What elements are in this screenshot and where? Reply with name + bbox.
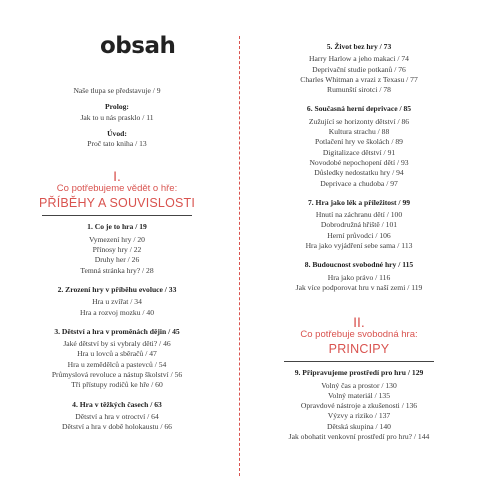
chapter-heading[interactable]: 9. Připravujeme prostředí pro hru / 129 [294, 368, 424, 378]
part-name: PŘÍBĚHY A SOUVISLOSTI [38, 196, 196, 211]
section-rule [284, 361, 434, 362]
chapter-heading[interactable]: 5. Život bez hry / 73 [326, 42, 392, 51]
uvod-heading: Úvod: [107, 128, 127, 138]
toc-entry[interactable]: Důsledky nedostatku hry / 94 [314, 168, 404, 178]
toc-entry[interactable]: Deprivace a chudoba / 97 [320, 178, 398, 188]
toc-entry[interactable]: Dobrodružná hřiště / 101 [320, 220, 398, 230]
toc-entry[interactable]: Naše tlupa se představuje / 9 [73, 86, 161, 95]
toc-entry[interactable]: Charles Whitman a vrazi z Texasu / 77 [300, 74, 418, 84]
toc-entry[interactable]: Jak obohatit venkovní prostředí pro hru? / 144 [288, 432, 430, 442]
page-title: obsah [100, 33, 176, 59]
toc-entry[interactable]: Kultura strachu / 88 [328, 127, 390, 137]
toc-entry[interactable]: Dětství a hra v době holokaustu / 66 [62, 422, 172, 432]
chapter-heading[interactable]: 7. Hra jako lék a příležitost / 99 [307, 197, 411, 207]
toc-entry[interactable]: Harry Harlow a jeho makaci / 74 [309, 54, 409, 64]
column-divider [239, 36, 241, 476]
chapter-heading[interactable]: 8. Budoucnost svobodné hry / 115 [304, 260, 414, 270]
toc-entry[interactable]: Potlačení hry ve školách / 89 [315, 137, 403, 147]
chapter-heading[interactable]: 1. Co je to hra / 19 [87, 222, 147, 232]
toc-entry[interactable]: Průmyslová revoluce a nástup školství / 56 [51, 370, 183, 380]
toc-entry[interactable]: Novodobé nepochopení dětí / 93 [309, 157, 409, 167]
toc-entry[interactable]: Herní průvodci / 106 [327, 230, 391, 240]
toc-entry[interactable]: Druhy her / 26 [94, 255, 140, 265]
chapter-heading[interactable]: 3. Dětství a hra v proměnách dějin / 45 [54, 326, 180, 336]
prolog-heading: Prolog: [105, 102, 129, 112]
part-subtitle: Co potřebuje svobodná hra: [300, 329, 418, 341]
toc-entry[interactable]: Hra jako vyjádření sebe sama / 113 [305, 241, 413, 251]
toc-entry[interactable]: Deprivační studie potkanů / 76 [312, 64, 406, 74]
toc-entry[interactable]: Hra u zvířat / 34 [92, 297, 142, 307]
toc-entry[interactable]: Vymezení hry / 20 [89, 234, 145, 244]
toc-entry[interactable]: Volný materiál / 135 [327, 390, 391, 400]
toc-entry[interactable]: Hra u zemědělců a pastevců / 54 [67, 359, 167, 369]
part-name: PRINCIPY [328, 342, 390, 357]
part-number: II. [353, 314, 365, 331]
toc-entry[interactable]: Rumunští sirotci / 78 [327, 85, 391, 95]
toc-entry[interactable]: Jak to u nás prasklo / 11 [80, 112, 154, 122]
part-number: I. [113, 168, 121, 185]
toc-entry[interactable]: Proč tato kniha / 13 [87, 139, 147, 149]
toc-entry[interactable]: Temná stránka hry? / 28 [80, 265, 154, 275]
toc-entry[interactable]: Hra u lovců a sběračů / 47 [77, 349, 157, 359]
toc-entry[interactable]: Volný čas a prostor / 130 [321, 380, 397, 390]
toc-entry[interactable]: Výzvy a riziko / 137 [327, 411, 391, 421]
toc-entry[interactable]: Hnutí na záchranu dětí / 100 [315, 210, 403, 220]
toc-entry[interactable]: Jaké dětství by si vybraly děti? / 46 [63, 339, 171, 349]
chapter-heading[interactable]: 6. Současná herní deprivace / 85 [306, 104, 412, 114]
toc-entry[interactable]: Hra a rozvoj mozku / 40 [79, 307, 155, 317]
toc-entry[interactable]: Digitalizace dětství / 91 [322, 147, 396, 157]
left-column [3, 86, 231, 433]
toc-entry[interactable]: Dětství a hra v otroctví / 64 [75, 411, 159, 421]
toc-entry[interactable]: Tři přístupy rodičů ke hře / 60 [71, 380, 163, 390]
section-rule [42, 215, 192, 216]
toc-entry[interactable]: Zužující se horizonty dětství / 86 [308, 116, 410, 126]
chapter-heading[interactable]: 4. Hra v těžkých časech / 63 [72, 399, 162, 409]
right-column [245, 42, 473, 442]
toc-entry[interactable]: Hra jako právo / 116 [327, 272, 391, 282]
toc-entry[interactable]: Jak více podporovat hru v naší zemi / 119 [295, 282, 423, 292]
toc-entry[interactable]: Opravdové nástroje a zkušenosti / 136 [300, 401, 418, 411]
toc-entry[interactable]: Dětská skupina / 140 [327, 421, 391, 431]
toc-entry[interactable]: Přínosy hry / 22 [92, 245, 142, 255]
chapter-heading[interactable]: 2. Zrození hry v příběhu evoluce / 33 [57, 284, 177, 294]
part-subtitle: Co potřebujeme vědět o hře: [56, 183, 178, 195]
